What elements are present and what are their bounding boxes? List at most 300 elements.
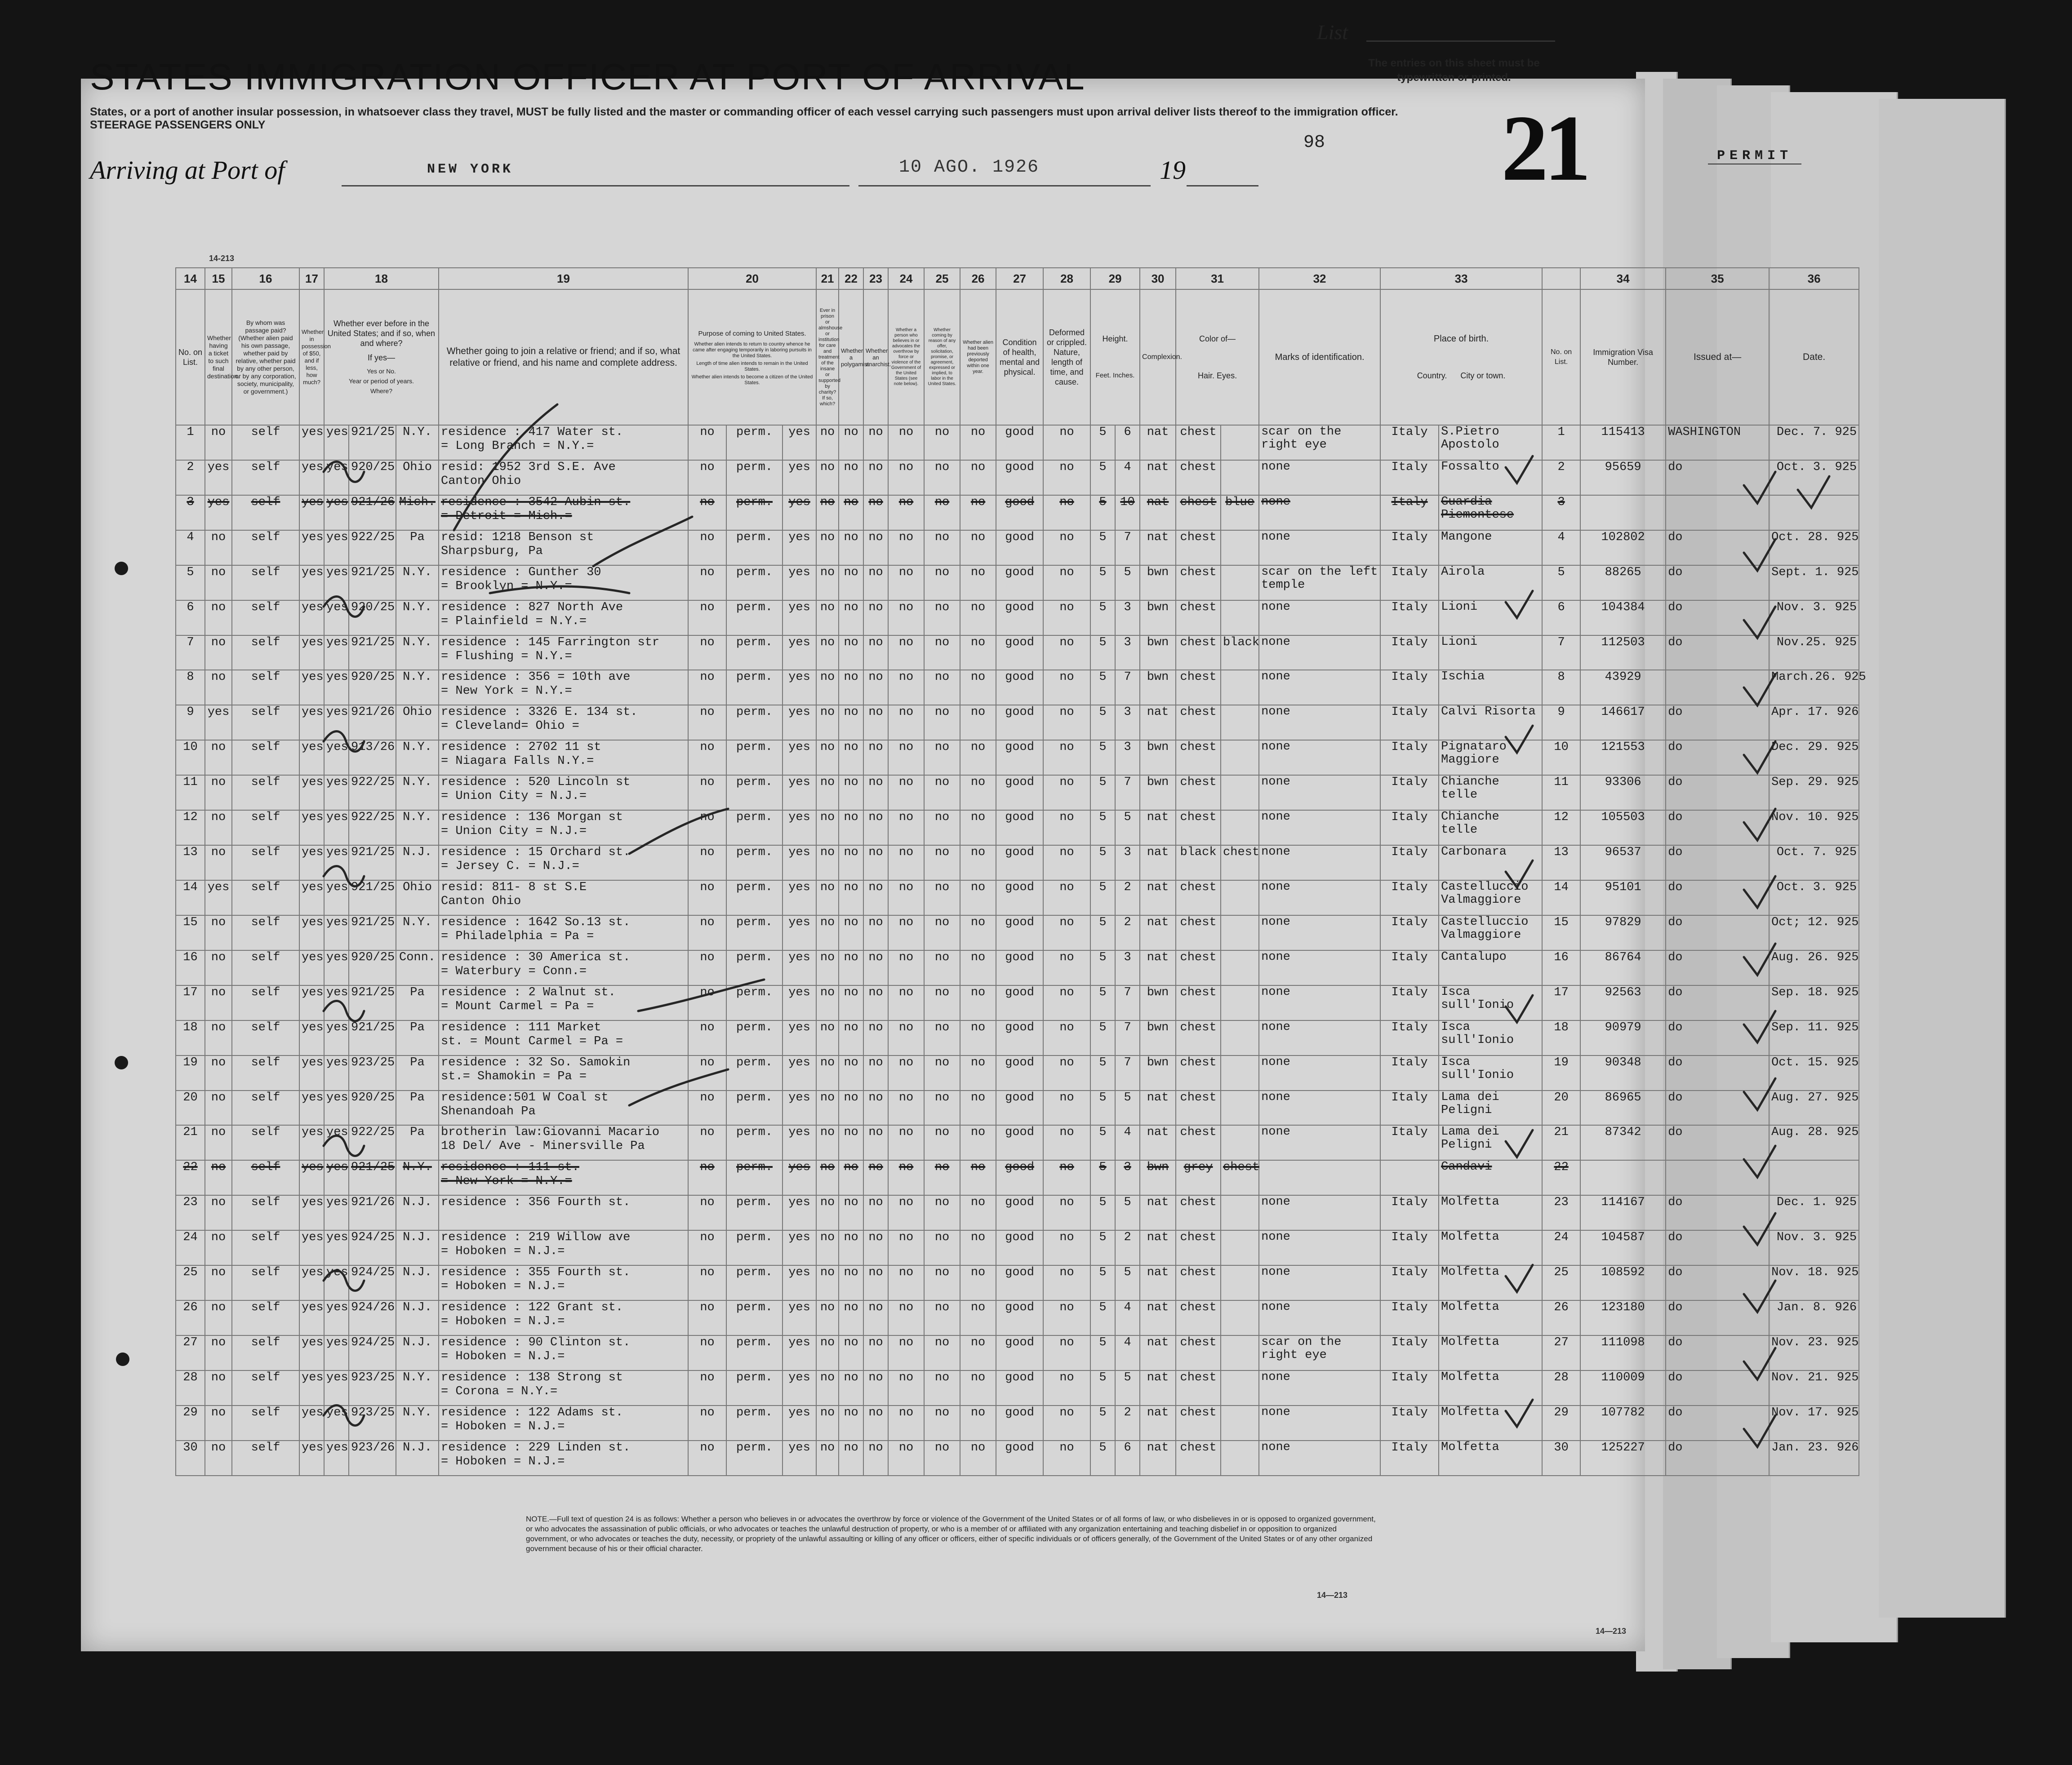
join-line-1: residence : 219 Willow ave: [441, 1231, 631, 1245]
cell-health: good: [996, 1125, 1043, 1160]
instructions-text: States, or a port of another insular possession, in whatsoever class they travel, MUST be fully listed and the master or commanding officer of each vessel carrying such passengers must upon arrival deliver lists thereof to the immigration officer.: [90, 106, 1398, 118]
cell-polyg: no: [839, 705, 863, 740]
cell-visa: 111098: [1580, 1335, 1666, 1370]
cell-date: Sep. 29. 925: [1769, 775, 1859, 810]
header-where: Where?: [370, 387, 393, 395]
cell-len: perm.: [726, 495, 783, 530]
cell-country: Italy: [1380, 950, 1439, 985]
cell-compl: bwn: [1140, 985, 1176, 1020]
col-number: 24: [888, 268, 924, 289]
cell-health: good: [996, 1265, 1043, 1300]
cell-deformed: no: [1043, 530, 1090, 565]
join-line-1: residence : 520 Lincoln st: [441, 776, 631, 789]
cell-fifty: yes: [299, 1195, 324, 1230]
cell-marks: none: [1259, 845, 1380, 880]
footnote: NOTE.—Full text of question 24 is as follows: Whether a person who believes in or advocates the overthrow by force or violence of the Government of the United States or of all forms of law, or who disbelieves in or is opposed to organized government, or who advocates the assassination of public officials, or who advocates or teaches the unlawful destruction of property, or who is a member of or affiliated with any organization entertaining and teaching disbelief in or opposition to organized government, or who advocates or teaches the duty, necessity, or propriety of the unlawful assaulting or killing of any officer or officers, either of specific individuals or of officers generally, of the Government of the United States or of any other organized government because of his or their official character.: [526, 1515, 1376, 1553]
cell-visa: 114167: [1580, 1195, 1666, 1230]
cell-country: Italy: [1380, 530, 1439, 565]
cell-before: yes: [324, 775, 349, 810]
cell-deformed: no: [1043, 740, 1090, 775]
cell-period: 920/25: [349, 460, 396, 495]
cell-list: 1: [1542, 425, 1580, 460]
port-line: [342, 185, 849, 186]
cell-health: good: [996, 1091, 1043, 1126]
cell-ret: no: [688, 740, 726, 775]
cell-list: 13: [1542, 845, 1580, 880]
cell-join: [439, 495, 688, 530]
page-number: 98: [1303, 133, 1325, 153]
cell-period: 921/25: [349, 1020, 396, 1055]
cell-len: perm.: [726, 565, 783, 600]
cell-hair: chest: [1176, 1300, 1221, 1335]
cell-in: 7: [1115, 985, 1140, 1020]
cell-in: 5: [1115, 1370, 1140, 1406]
cell-issued: [1666, 1160, 1769, 1195]
cell-ticket: yes: [205, 460, 232, 495]
cell-visa: 112503: [1580, 635, 1666, 670]
cell-in: 7: [1115, 1020, 1140, 1055]
cell-no: 26: [176, 1300, 205, 1335]
cell-anarch: no: [863, 495, 888, 530]
cell-list: 22: [1542, 1160, 1580, 1195]
col-number: 32: [1259, 268, 1380, 289]
cell-join: [439, 810, 688, 845]
col-number: 28: [1043, 268, 1090, 289]
join-line-1: residence : 90 Clinton st.: [441, 1335, 631, 1349]
cell-compl: nat: [1140, 1230, 1176, 1265]
cell-polyg: no: [839, 845, 863, 880]
cell-list: 29: [1542, 1406, 1580, 1441]
col-number: 21: [816, 268, 839, 289]
cell-period: 923/25: [349, 1406, 396, 1441]
cell-offer: no: [924, 1406, 960, 1441]
cell-where: N.J.: [396, 1300, 439, 1335]
col-number: 18: [324, 268, 439, 289]
cell-deported: no: [960, 1300, 996, 1335]
cell-offer: no: [924, 985, 960, 1020]
cell-before: yes: [324, 1406, 349, 1441]
table-row: [176, 1406, 1859, 1441]
cell-prison: no: [816, 1091, 839, 1126]
cell-visa: 104384: [1580, 600, 1666, 635]
cell-before: yes: [324, 1230, 349, 1265]
table-row: [176, 495, 1859, 530]
cell-hair: chest: [1176, 565, 1221, 600]
cell-in: 4: [1115, 460, 1140, 495]
cell-cit: yes: [783, 810, 816, 845]
cell-no: 30: [176, 1441, 205, 1476]
cell-paid: self: [232, 1125, 299, 1160]
cell-anarch: no: [863, 950, 888, 985]
cell-eyes: [1221, 775, 1259, 810]
cell-polyg: no: [839, 460, 863, 495]
cell-overthrow: no: [888, 1160, 924, 1195]
cell-polyg: no: [839, 495, 863, 530]
cell-date: Oct. 3. 925: [1769, 460, 1859, 495]
cell-join: [439, 460, 688, 495]
cell-hair: chest: [1176, 1441, 1221, 1476]
cell-ticket: yes: [205, 705, 232, 740]
cell-ft: 5: [1090, 530, 1115, 565]
header-no-on-list-2: No. on List.: [1542, 289, 1580, 425]
cell-anarch: no: [863, 1160, 888, 1195]
cell-polyg: no: [839, 1055, 863, 1091]
header-height: [1090, 289, 1140, 425]
cell-overthrow: no: [888, 670, 924, 705]
header-purpose-text: Purpose of coming to United States.: [698, 329, 806, 337]
cell-ret: no: [688, 1300, 726, 1335]
cell-date: Nov. 18. 925: [1769, 1265, 1859, 1300]
col-number: 22: [839, 268, 863, 289]
cell-period: 924/25: [349, 1265, 396, 1300]
cell-hair: chest: [1176, 740, 1221, 775]
arriving-label: Arriving at Port of: [90, 155, 285, 185]
cell-compl: nat: [1140, 425, 1176, 460]
cell-list: 28: [1542, 1370, 1580, 1406]
join-line-2: = Hoboken = N.J.=: [441, 1349, 565, 1363]
join-line-2: = Jersey C. = N.J.=: [441, 860, 579, 874]
cell-deported: no: [960, 565, 996, 600]
cell-issued: do: [1666, 985, 1769, 1020]
cell-eyes: [1221, 1125, 1259, 1160]
cell-in: 10: [1115, 495, 1140, 530]
cell-deformed: no: [1043, 880, 1090, 915]
cell-where: N.Y.: [396, 740, 439, 775]
cell-prison: no: [816, 1230, 839, 1265]
cell-period: 921/26: [349, 705, 396, 740]
cell-fifty: yes: [299, 425, 324, 460]
join-line-2: = Union City = N.J.=: [441, 825, 587, 838]
cell-cit: yes: [783, 635, 816, 670]
cell-ft: 5: [1090, 1300, 1115, 1335]
cell-ft: 5: [1090, 1370, 1115, 1406]
cell-paid: self: [232, 1091, 299, 1126]
cell-date: Aug. 27. 925: [1769, 1091, 1859, 1126]
cell-where: Pa: [396, 1091, 439, 1126]
header-hair: Hair.: [1198, 371, 1215, 380]
join-line-2: = Detroit = Mich.=: [441, 509, 572, 523]
cell-polyg: no: [839, 1370, 863, 1406]
col-number: 35: [1666, 268, 1769, 289]
cell-no: 2: [176, 460, 205, 495]
cell-deported: no: [960, 1020, 996, 1055]
cell-before: yes: [324, 1160, 349, 1195]
cell-compl: bwn: [1140, 1055, 1176, 1091]
col-number: 16: [232, 268, 299, 289]
join-line-1: residence : 417 Water st.: [441, 426, 623, 439]
binding-hole: [116, 1353, 129, 1366]
cell-where: N.Y.: [396, 635, 439, 670]
header-country-city: [1383, 371, 1540, 381]
table-row: [176, 600, 1859, 635]
header-yes-no: Yes or No.: [367, 368, 396, 375]
cell-len: perm.: [726, 775, 783, 810]
cell-deported: no: [960, 950, 996, 985]
cell-offer: no: [924, 1300, 960, 1335]
cell-where: N.Y.: [396, 1370, 439, 1406]
cell-eyes: [1221, 1195, 1259, 1230]
cell-ret: no: [688, 1335, 726, 1370]
passenger-table: [175, 267, 1866, 1476]
join-line-1: residence : 1642 So.13 st.: [441, 915, 631, 929]
cell-compl: nat: [1140, 1406, 1176, 1441]
cell-where: N.J.: [396, 1335, 439, 1370]
cell-prison: no: [816, 880, 839, 915]
cell-where: N.Y.: [396, 1160, 439, 1195]
cell-city: Fossalto: [1439, 460, 1542, 495]
cell-date: Nov. 3. 925: [1769, 1230, 1859, 1265]
cell-prison: no: [816, 1055, 839, 1091]
join-line-1: residence : 355 Fourth st.: [441, 1266, 631, 1280]
table-row: [176, 1125, 1859, 1160]
join-line-1: resid: 811- 8 st S.E: [441, 880, 587, 894]
cell-deported: no: [960, 530, 996, 565]
cell-in: 3: [1115, 740, 1140, 775]
header-hair-eyes: [1178, 371, 1257, 381]
cell-fifty: yes: [299, 985, 324, 1020]
cell-len: perm.: [726, 845, 783, 880]
join-line-2: Canton Ohio: [441, 474, 521, 488]
cell-issued: do: [1666, 1195, 1769, 1230]
cell-city: Lama dei Peligni: [1439, 1125, 1542, 1160]
header-country: Country.: [1417, 371, 1447, 380]
cell-polyg: no: [839, 1230, 863, 1265]
cell-list: 3: [1542, 495, 1580, 530]
join-line-1: residence : 32 So. Samokin: [441, 1055, 631, 1069]
cell-ticket: no: [205, 1230, 232, 1265]
cell-overthrow: no: [888, 880, 924, 915]
cell-before: yes: [324, 705, 349, 740]
cell-list: 26: [1542, 1300, 1580, 1335]
cell-date: Oct; 12. 925: [1769, 915, 1859, 950]
cell-offer: no: [924, 810, 960, 845]
cell-deformed: no: [1043, 1020, 1090, 1055]
cell-country: Italy: [1380, 1335, 1439, 1370]
cell-ret: no: [688, 460, 726, 495]
cell-date: Nov. 3. 925: [1769, 600, 1859, 635]
cell-visa: 96537: [1580, 845, 1666, 880]
cell-overthrow: no: [888, 985, 924, 1020]
cell-ret: no: [688, 705, 726, 740]
cell-before: yes: [324, 1370, 349, 1406]
cell-issued: do: [1666, 565, 1769, 600]
cell-offer: no: [924, 1055, 960, 1091]
cell-compl: nat: [1140, 1091, 1176, 1126]
header-complexion: Complexion.: [1140, 289, 1176, 425]
cell-eyes: [1221, 460, 1259, 495]
cell-hair: black: [1176, 845, 1221, 880]
cell-ticket: no: [205, 1195, 232, 1230]
year-label: 19: [1160, 155, 1186, 185]
cell-join: [439, 1265, 688, 1300]
cell-health: good: [996, 810, 1043, 845]
cell-cit: yes: [783, 845, 816, 880]
cell-country: Italy: [1380, 425, 1439, 460]
cell-prison: no: [816, 810, 839, 845]
cell-len: perm.: [726, 915, 783, 950]
cell-cit: yes: [783, 1195, 816, 1230]
cell-where: N.J.: [396, 845, 439, 880]
cell-overthrow: no: [888, 775, 924, 810]
cell-join: [439, 1091, 688, 1126]
cell-no: 10: [176, 740, 205, 775]
cell-list: 15: [1542, 915, 1580, 950]
cell-len: perm.: [726, 1441, 783, 1476]
cell-list: 14: [1542, 880, 1580, 915]
cell-period: 924/25: [349, 1335, 396, 1370]
cell-ft: 5: [1090, 425, 1115, 460]
cell-ft: 5: [1090, 460, 1115, 495]
cell-no: 3: [176, 495, 205, 530]
cell-compl: nat: [1140, 530, 1176, 565]
cell-len: perm.: [726, 985, 783, 1020]
cell-health: good: [996, 1441, 1043, 1476]
cell-health: good: [996, 565, 1043, 600]
cell-anarch: no: [863, 705, 888, 740]
cell-polyg: no: [839, 1441, 863, 1476]
cell-city: Chianche telle: [1439, 810, 1542, 845]
header-height-text: Height.: [1102, 334, 1128, 343]
cell-paid: self: [232, 1370, 299, 1406]
join-line-1: residence : 2 Walnut st.: [441, 985, 616, 999]
cell-visa: 90348: [1580, 1055, 1666, 1091]
table-row: [176, 1370, 1859, 1406]
cell-before: yes: [324, 495, 349, 530]
cell-join: [439, 1406, 688, 1441]
cell-ft: 5: [1090, 1335, 1115, 1370]
cell-issued: [1666, 670, 1769, 705]
cell-fifty: yes: [299, 495, 324, 530]
cell-visa: 88265: [1580, 565, 1666, 600]
header-health: Condition of health, mental and physical.: [996, 289, 1043, 425]
join-line-1: residence : 15 Orchard st.: [441, 846, 631, 860]
cell-ret: no: [688, 1406, 726, 1441]
cell-join: [439, 600, 688, 635]
cell-issued: do: [1666, 810, 1769, 845]
cell-eyes: [1221, 530, 1259, 565]
cell-offer: no: [924, 635, 960, 670]
cell-in: 4: [1115, 1335, 1140, 1370]
cell-len: perm.: [726, 530, 783, 565]
join-line-1: residence : 356 = 10th ave: [441, 670, 631, 684]
join-line-2: Shenandoah Pa: [441, 1104, 536, 1118]
cell-prison: no: [816, 1125, 839, 1160]
cell-offer: no: [924, 705, 960, 740]
cell-period: 922/25: [349, 1125, 396, 1160]
cell-list: 17: [1542, 985, 1580, 1020]
cell-no: 8: [176, 670, 205, 705]
cell-period: 922/25: [349, 775, 396, 810]
cell-fifty: yes: [299, 810, 324, 845]
cell-anarch: no: [863, 775, 888, 810]
permit-label: PERMIT: [1708, 148, 1801, 164]
header-year-period: Year or period of years.: [349, 377, 414, 385]
cell-before: yes: [324, 600, 349, 635]
cell-deformed: no: [1043, 985, 1090, 1020]
cell-deported: no: [960, 1265, 996, 1300]
cell-cit: yes: [783, 985, 816, 1020]
cell-compl: nat: [1140, 1370, 1176, 1406]
cell-join: [439, 1300, 688, 1335]
cell-fifty: yes: [299, 1370, 324, 1406]
cell-city: Isca sull'Ionio: [1439, 985, 1542, 1020]
cell-fifty: yes: [299, 530, 324, 565]
join-line-2: = Hoboken = N.J.=: [441, 1315, 565, 1329]
cell-before: yes: [324, 1125, 349, 1160]
cell-visa: 125227: [1580, 1441, 1666, 1476]
cell-len: perm.: [726, 1335, 783, 1370]
cell-hair: chest: [1176, 1091, 1221, 1126]
cell-join: [439, 635, 688, 670]
join-line-1: residence : 111 Market: [441, 1020, 601, 1034]
cell-polyg: no: [839, 740, 863, 775]
cell-eyes: [1221, 705, 1259, 740]
cell-before: yes: [324, 425, 349, 460]
cell-period: 920/25: [349, 950, 396, 985]
list-number: 21: [1501, 96, 1587, 200]
join-line-2: = Cleveland= Ohio =: [441, 719, 579, 733]
cell-ft: 5: [1090, 495, 1115, 530]
cell-ft: 5: [1090, 705, 1115, 740]
cell-len: perm.: [726, 670, 783, 705]
cell-marks: none: [1259, 1230, 1380, 1265]
cell-health: good: [996, 950, 1043, 985]
cell-ret: no: [688, 1091, 726, 1126]
header-join-relative: Whether going to join a relative or friend; and if so, what relative or friend, and his name and complete address.: [439, 289, 688, 425]
col-number: 30: [1140, 268, 1176, 289]
cell-city: Ischia: [1439, 670, 1542, 705]
cell-where: Pa: [396, 985, 439, 1020]
cell-join: [439, 1335, 688, 1370]
cell-before: yes: [324, 1265, 349, 1300]
cell-health: good: [996, 635, 1043, 670]
cell-ft: 5: [1090, 1406, 1115, 1441]
cell-issued: do: [1666, 1091, 1769, 1126]
cell-in: 5: [1115, 810, 1140, 845]
cell-ret: no: [688, 880, 726, 915]
cell-before: yes: [324, 740, 349, 775]
cell-offer: no: [924, 1020, 960, 1055]
cell-paid: self: [232, 915, 299, 950]
cell-ret: no: [688, 950, 726, 985]
port-name: NEW YORK: [427, 162, 514, 177]
cell-no: 24: [176, 1230, 205, 1265]
cell-ticket: no: [205, 845, 232, 880]
cell-marks: none: [1259, 740, 1380, 775]
cell-ft: 5: [1090, 1091, 1115, 1126]
cell-health: good: [996, 1335, 1043, 1370]
col-number: 33: [1380, 268, 1542, 289]
cell-city: Molfetta: [1439, 1230, 1542, 1265]
cell-paid: self: [232, 705, 299, 740]
cell-deported: no: [960, 635, 996, 670]
cell-cit: yes: [783, 1091, 816, 1126]
table-row: [176, 1055, 1859, 1091]
cell-len: perm.: [726, 810, 783, 845]
cell-fifty: yes: [299, 915, 324, 950]
join-line-2: = Union City = N.J.=: [441, 789, 587, 803]
col-number: 31: [1176, 268, 1259, 289]
cell-country: Italy: [1380, 1406, 1439, 1441]
cell-ret: no: [688, 1055, 726, 1091]
cell-visa: 90979: [1580, 1020, 1666, 1055]
cell-join: [439, 1230, 688, 1265]
cell-len: perm.: [726, 425, 783, 460]
cell-ticket: no: [205, 670, 232, 705]
cell-eyes: [1221, 1020, 1259, 1055]
cell-overthrow: no: [888, 1406, 924, 1441]
cell-where: Ohio: [396, 460, 439, 495]
